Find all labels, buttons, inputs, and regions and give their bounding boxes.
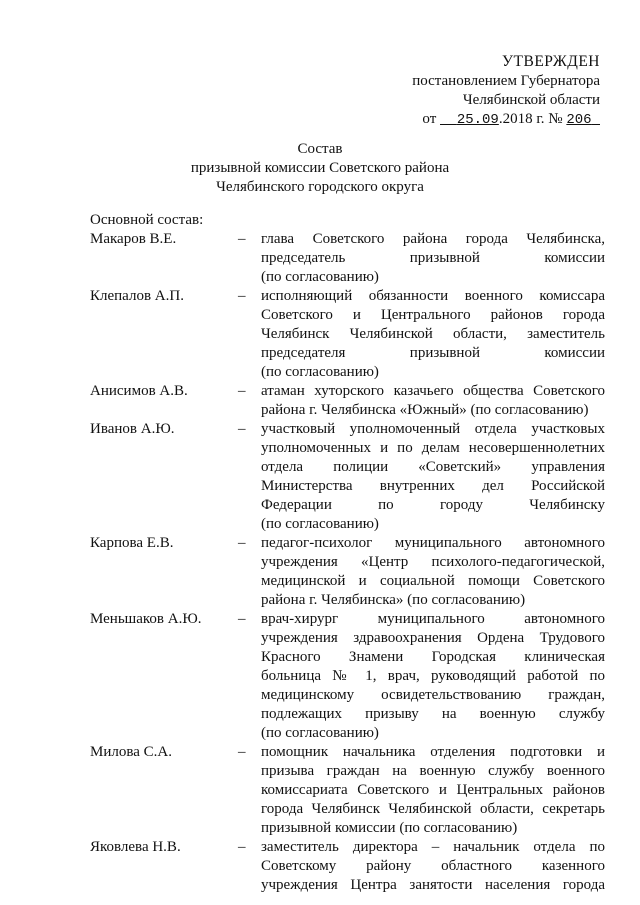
- member-dash: –: [238, 839, 246, 855]
- approval-number: 206: [566, 112, 592, 128]
- member-dash: –: [238, 421, 246, 437]
- member-duty-line: учреждения Центра занятости населения города: [261, 877, 605, 893]
- approval-heading: УТВЕРЖДЕН: [502, 53, 600, 70]
- member-duty: [261, 382, 605, 420]
- member-duty-line: глава Советского района города Челябинска,: [261, 231, 605, 247]
- member-duty-line: отдела полиции «Советский» управления: [261, 459, 605, 475]
- member-duty-line: призыва граждан на военную службу военного: [261, 763, 605, 779]
- member-duty-line: района г. Челябинска» (по согласованию): [261, 592, 526, 608]
- member-row: [90, 420, 605, 534]
- title-line-1: Состав: [297, 141, 343, 157]
- member-duty-line: Советскому району областного казенного: [261, 858, 605, 874]
- title-line-2: призывной комиссии Советского района: [190, 160, 450, 176]
- member-row: [90, 610, 605, 743]
- member-duty-line: председатель призывной комиссии: [261, 250, 605, 266]
- member-duty-line: уполномоченных и по делам несовершеннолетних: [261, 440, 605, 456]
- member-duty: [261, 743, 605, 838]
- member-name: Клепалов А.П.: [90, 288, 184, 304]
- member-duty-line: медицинской и социальной помощи Советского: [261, 573, 605, 589]
- member-duty: [261, 838, 605, 895]
- member-duty-line: учреждения здравоохранения Ордена Трудового: [261, 630, 605, 646]
- member-duty-line: Красного Знамени Городская клиническая: [261, 649, 605, 665]
- member-dash: –: [238, 611, 246, 627]
- member-duty: [261, 420, 605, 534]
- approval-line-2: Челябинской области: [462, 92, 600, 108]
- member-name: Яковлева Н.В.: [90, 839, 181, 855]
- approval-date: 25.09: [456, 112, 499, 128]
- member-duty-line: города Челябинск Челябинской области, секретарь: [261, 801, 605, 817]
- approval-date-line: [422, 110, 600, 130]
- member-row: [90, 534, 605, 610]
- member-row: [90, 838, 605, 895]
- member-dash: –: [238, 383, 246, 399]
- member-duty-line: Министерства внутренних дел Российской: [261, 478, 605, 494]
- member-duty: [261, 287, 605, 382]
- section-label: Основной состав:: [90, 212, 204, 228]
- member-row: [90, 382, 605, 420]
- member-name: Анисимов А.В.: [90, 383, 188, 399]
- member-name: Карпова Е.В.: [90, 535, 174, 551]
- member-dash: –: [238, 744, 246, 760]
- approval-block: [380, 52, 600, 130]
- member-duty-line: (по согласованию): [261, 725, 379, 741]
- member-duty: [261, 230, 605, 287]
- member-duty-line: исполняющий обязанности военного комиссара: [261, 288, 605, 304]
- member-duty-line: подлежащих призыву на военную службу: [261, 706, 605, 722]
- member-duty-line: педагог-психолог муниципального автономного: [261, 535, 605, 551]
- member-duty-line: Советского и Центрального районов города: [261, 307, 605, 323]
- member-duty-line: медицинскому освидетельствованию граждан,: [261, 687, 605, 703]
- member-duty-line: больница № 1, врач, руководящий работой по: [261, 668, 605, 684]
- approval-date-prefix: от: [422, 111, 437, 127]
- document-title: [0, 140, 640, 197]
- member-duty-line: атаман хуторского казачьего общества Советского: [261, 383, 605, 399]
- member-name: Милова С.А.: [90, 744, 172, 760]
- approval-date-year: .2018 г. №: [498, 111, 563, 127]
- member-name: Иванов А.Ю.: [90, 421, 175, 437]
- member-duty: [261, 610, 605, 743]
- member-name: Меньшаков А.Ю.: [90, 611, 202, 627]
- member-duty-line: председателя призывной комиссии: [261, 345, 605, 361]
- title-line-3: Челябинского городского округа: [216, 179, 424, 195]
- member-duty-line: района г. Челябинска «Южный» (по согласованию): [261, 402, 589, 418]
- member-row: [90, 287, 605, 382]
- member-duty-line: Федерации по городу Челябинску: [261, 497, 605, 513]
- member-dash: –: [238, 288, 246, 304]
- member-duty-line: участковый уполномоченный отдела участковых: [261, 421, 605, 437]
- member-row: [90, 743, 605, 838]
- member-duty-line: комиссариата Советского и Центральных районов: [261, 782, 605, 798]
- member-duty-line: Челябинск Челябинской области, заместитель: [261, 326, 605, 342]
- approval-line-1: постановлением Губернатора: [412, 73, 600, 89]
- member-dash: –: [238, 535, 246, 551]
- member-duty-line: (по согласованию): [261, 364, 379, 380]
- member-list: [90, 230, 605, 895]
- member-duty-line: врач-хирург муниципального автономного: [261, 611, 605, 627]
- member-duty-line: (по согласованию): [261, 516, 379, 532]
- member-duty: [261, 534, 605, 610]
- member-row: [90, 230, 605, 287]
- member-duty-line: учреждения «Центр психолого-педагогической,: [261, 554, 605, 570]
- member-duty-line: заместитель директора – начальник отдела по: [261, 839, 605, 855]
- member-duty-line: помощник начальника отделения подготовки и: [261, 744, 605, 760]
- member-name: Макаров В.Е.: [90, 231, 177, 247]
- member-duty-line: призывной комиссии (по согласованию): [261, 820, 518, 836]
- member-dash: –: [238, 231, 246, 247]
- member-duty-line: (по согласованию): [261, 269, 379, 285]
